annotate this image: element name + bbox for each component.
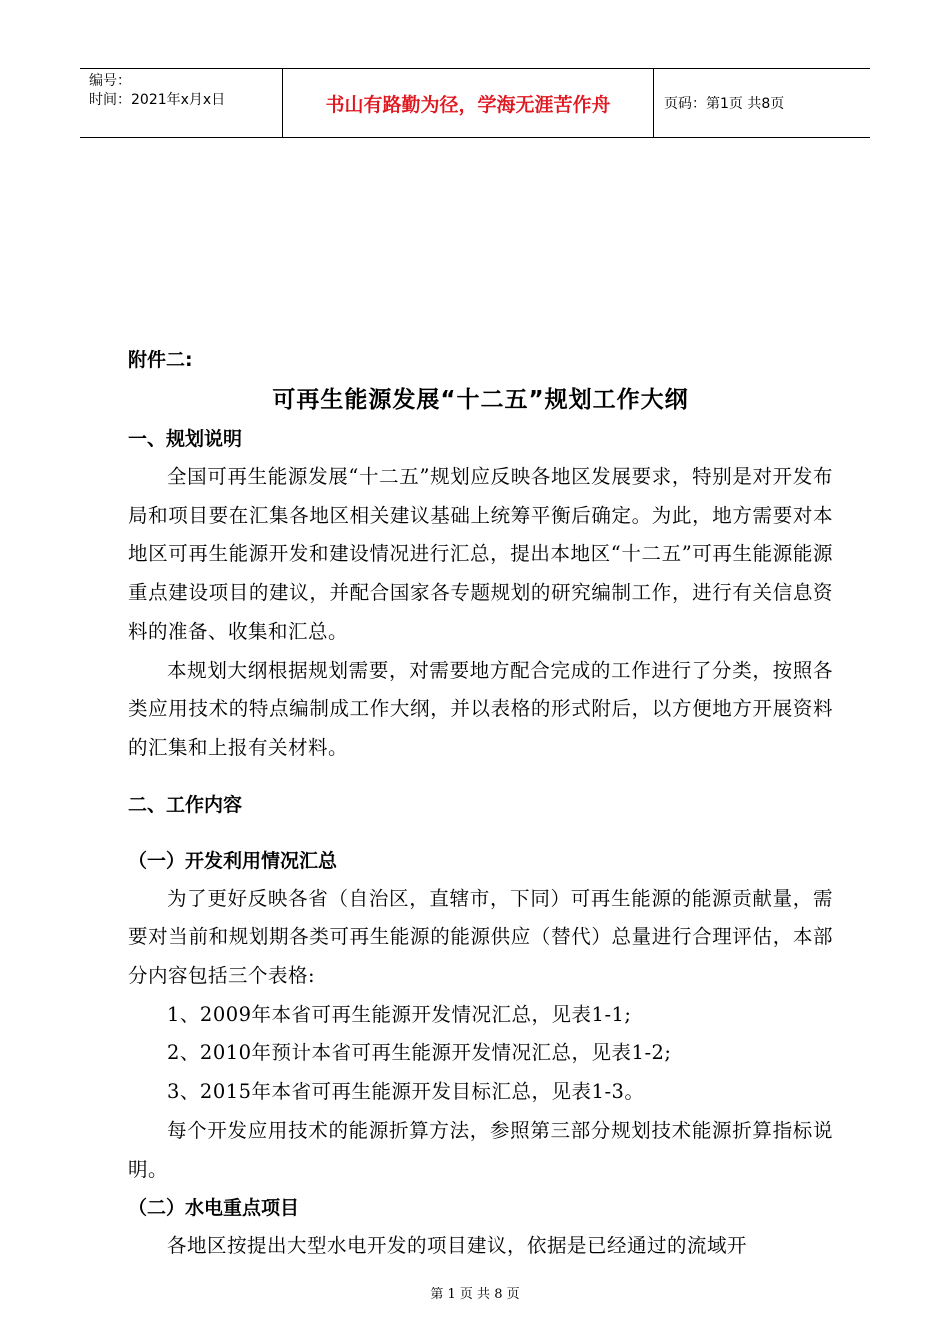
subsection-heading-hydropower: （二）水电重点项目 xyxy=(128,1197,300,1220)
list-item: 1、2009年本省可再生能源开发情况汇总，见表1-1; xyxy=(167,1002,632,1026)
header-motto xyxy=(283,69,654,137)
list-item: 2、2010年预计本省可再生能源开发情况汇总，见表1-2; xyxy=(167,1041,672,1065)
page-info-text: 页码：第1页 共8页 xyxy=(664,96,785,112)
attachment-label: 附件二: xyxy=(128,349,193,371)
header-meta xyxy=(80,69,283,137)
subsection-heading-utilization: （一）开发利用情况汇总 xyxy=(128,849,338,872)
page-footer: 第 1 页 共 8 页 xyxy=(430,1287,520,1302)
header-page-info xyxy=(654,69,870,137)
page-header xyxy=(80,68,870,138)
paragraph: 各地区按提出大型水电开发的项目建议，依据是已经通过的流域开 xyxy=(167,1234,748,1258)
section-heading-work-content: 二、工作内容 xyxy=(128,793,243,816)
motto-text: 书山有路勤为径，学海无涯苦作舟 xyxy=(325,93,611,116)
document-number-label: 编号： xyxy=(89,73,131,89)
document-date: 时间：2021年x月x日 xyxy=(89,92,226,108)
list-item: 3、2015年本省可再生能源开发目标汇总，见表1-3。 xyxy=(167,1080,645,1104)
document-body xyxy=(128,340,833,1266)
paragraph: 本规划大纲根据规划需要，对需要地方配合完成的工作进行了分类，按照各类应用技术的特点编制成工作大纲，并以表格的形式附后，以方便地方开展资料的汇集和上报有关材料。 xyxy=(128,658,833,759)
section-heading-planning-notes: 一、规划说明 xyxy=(128,428,243,450)
document-title: 可再生能源发展“十二五”规划工作大纲 xyxy=(272,387,689,413)
paragraph: 为了更好反映各省（自治区，直辖市，下同）可再生能源的能源贡献量，需要对当前和规划期各类可再生能源的能源供应（替代）总量进行合理评估，本部分内容包括三个表格: xyxy=(128,886,833,988)
paragraph: 每个开发应用技术的能源折算方法，参照第三部分规划技术能源折算指标说明。 xyxy=(128,1118,833,1181)
paragraph: 全国可再生能源发展“十二五”规划应反映各地区发展要求，特别是对开发布局和项目要在汇集各地区相关建议基础上统筹平衡后确定。为此，地方需要对本地区可再生能源开发和建设情况进行汇总，提出本地区“十二五”可再生能源能源重点建设项目的建议，并配合国家各专题规划的研究编制工作，进行有关信息资料的准备、收集和汇总。 xyxy=(128,465,833,643)
